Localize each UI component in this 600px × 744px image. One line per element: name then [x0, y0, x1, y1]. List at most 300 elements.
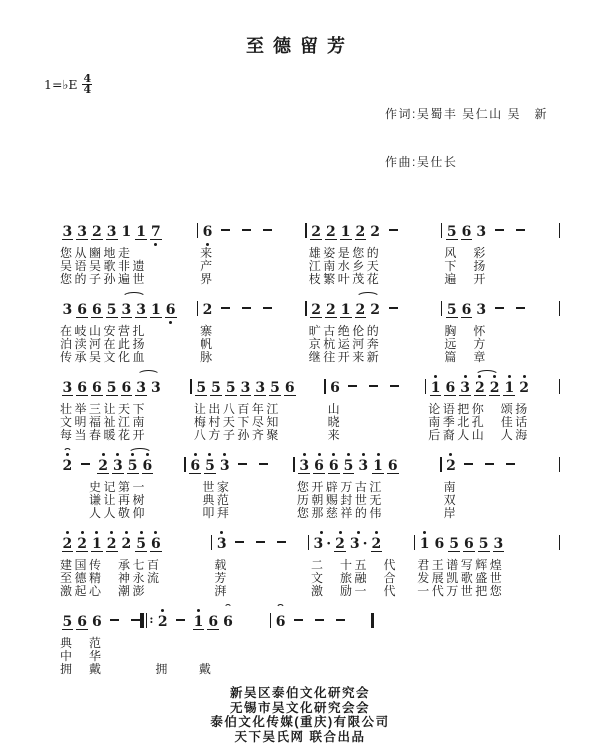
notation-row [297, 450, 438, 481]
lyric-line: 至德精 神永流 [60, 572, 209, 585]
slur-arc [60, 457, 75, 475]
note [219, 458, 231, 474]
note-digit: 6 [91, 381, 103, 396]
note-digit: 7 [150, 225, 162, 240]
lyric-line: 壮举三让天下 [60, 403, 188, 416]
octave-dot-above [66, 453, 69, 456]
measure [417, 528, 556, 598]
note [369, 302, 381, 318]
note [76, 614, 88, 630]
note [475, 302, 487, 318]
lyric-line: 吴语吴歌非遗 [60, 260, 195, 273]
thin-barline [270, 613, 271, 628]
duration-dash [242, 229, 251, 231]
lyric-line: 人人敬仰 [60, 507, 182, 520]
barline [293, 450, 294, 472]
barline [559, 528, 560, 550]
note-digit: 3 [240, 381, 252, 396]
note-digit: 6 [275, 615, 287, 629]
note-digit: 2 [62, 459, 74, 473]
note-digit: 2 [76, 537, 88, 552]
composer-label: 作曲: [385, 155, 417, 169]
note [62, 224, 74, 240]
note-digit: 2 [91, 225, 103, 240]
note [76, 224, 88, 240]
note-digit: 1 [419, 537, 431, 551]
note [419, 536, 431, 552]
note-digit: 2 [202, 303, 214, 317]
note [157, 614, 169, 630]
note [284, 380, 296, 396]
measure [194, 372, 322, 442]
barline [559, 372, 560, 394]
lyric-line: 芳 [214, 572, 305, 585]
lyric-line: 胸 怀 [444, 325, 556, 338]
thin-barline [146, 613, 147, 628]
slur-arc [119, 301, 149, 319]
barline [324, 372, 325, 394]
barline [270, 606, 271, 628]
thin-barline [441, 223, 442, 238]
lyric-line: 拥 戴 [60, 663, 138, 676]
note [150, 536, 162, 552]
measure [188, 450, 292, 520]
thin-barline [440, 457, 441, 472]
octave-dot-above [197, 609, 200, 612]
lyric-line: 雄姿是您的 [309, 247, 439, 260]
note [463, 536, 475, 552]
measure [60, 528, 209, 598]
note [106, 224, 118, 240]
lyric-line: 京杭运河奔 [309, 338, 439, 351]
barline [305, 216, 306, 238]
lyric-line: 君王谱写辉煌 [417, 559, 556, 572]
note-digit: 6 [387, 459, 399, 474]
note [489, 380, 501, 396]
barline [440, 450, 441, 472]
duration-dash [263, 307, 272, 309]
duration-dash [110, 619, 119, 621]
octave-dot-above [102, 453, 105, 456]
note-digit: 5 [135, 537, 147, 552]
note-digit: 1 [91, 537, 103, 552]
note [340, 302, 352, 318]
system-row [60, 216, 562, 286]
note [91, 380, 103, 396]
lyric-line: 传承吴文化血 [60, 351, 195, 364]
duration-dash [495, 229, 504, 231]
note-digit: 5 [343, 459, 355, 474]
slur-arc [134, 379, 164, 397]
lyric-line: 远 方 [444, 338, 556, 351]
note-digit: 5 [225, 381, 237, 396]
note [216, 536, 228, 552]
note-digit: 2 [369, 225, 381, 239]
note [372, 458, 384, 474]
note-digit: 3 [459, 381, 471, 396]
measure [297, 450, 438, 520]
duration-dash [242, 307, 251, 309]
note-digit: 5 [478, 537, 490, 552]
note [76, 380, 88, 396]
note-digit: 6 [207, 615, 219, 630]
note [503, 380, 515, 396]
lyric-line: 江南水乡天 [309, 260, 439, 273]
note [430, 380, 442, 396]
note [62, 536, 74, 552]
score-header [44, 74, 548, 202]
note [461, 224, 473, 240]
lyric-line: 双 [444, 494, 557, 507]
note-digit: 2 [474, 381, 486, 396]
thin-barline [559, 301, 560, 316]
lyric-line: 史记第一 [60, 481, 182, 494]
note-digit: 1 [150, 303, 162, 318]
lyric-line: 旷古绝伦的 [309, 325, 439, 338]
lyric-line: 文 旅融 合 [311, 572, 412, 585]
repeat-dots: : [149, 613, 153, 627]
lyric-line: 建国传 承七百 [60, 559, 209, 572]
measure [214, 528, 305, 598]
lyric-line: 晓 [328, 416, 423, 429]
duration-dash [485, 463, 494, 465]
thin-barline [305, 223, 306, 238]
barline [414, 528, 415, 550]
note-digit: 6 [76, 615, 88, 630]
octave-dot-above [125, 531, 128, 534]
note [207, 614, 219, 630]
note [371, 536, 383, 552]
note-digit: 5 [446, 303, 458, 318]
notation-row [200, 294, 303, 325]
lyric-line: 继往开来新 [309, 351, 439, 364]
duration-dash [516, 307, 525, 309]
note [325, 224, 337, 240]
key-prefix: 1= [44, 77, 62, 92]
duration-dash [348, 385, 357, 387]
lyric-line: 风 彩 [444, 247, 556, 260]
credits [385, 74, 548, 202]
note [202, 302, 214, 318]
lyric-line: 一代万世把您 [417, 585, 556, 598]
measure [309, 216, 439, 286]
key-signature [44, 74, 92, 95]
key-letter: E [68, 77, 77, 92]
octave-dot-above [220, 531, 223, 534]
thin-barline [324, 379, 325, 394]
octave-dot-above [478, 375, 481, 378]
duration-dash [263, 229, 272, 231]
lyricist-names: 吴蜀丰 吴仁山 吴 新 [417, 107, 548, 121]
note-digit: 6 [189, 459, 201, 474]
note-digit: 3 [62, 225, 74, 240]
lyric-line: 遍 开 [444, 273, 556, 286]
note [121, 380, 133, 396]
augmentation-dot: · [326, 536, 331, 552]
note-digit: 6 [434, 537, 446, 551]
note-digit: 3 [349, 537, 361, 551]
lyric-line: 界 [200, 273, 303, 286]
lyric-line: 后裔人山 人海 [428, 429, 556, 442]
octave-dot-below [206, 243, 209, 246]
system-row [60, 450, 562, 520]
note [76, 536, 88, 552]
octave-dot-above [154, 531, 157, 534]
note-digit: 1 [193, 615, 205, 630]
publisher-line: 无锡市吴文化研究会会 [0, 701, 600, 716]
measure [273, 606, 368, 676]
slur-arc [353, 301, 383, 319]
note-digit: 6 [121, 381, 133, 396]
octave-dot-above [223, 453, 226, 456]
note-digit: 2 [325, 225, 337, 240]
lyric-line: 中 华 [60, 650, 138, 663]
note-digit: 3 [106, 225, 118, 240]
duration-dash [238, 463, 247, 465]
repeat-barline [140, 606, 153, 628]
note [189, 458, 201, 474]
note-digit: 2 [355, 225, 367, 240]
note-digit: 1 [135, 225, 147, 240]
note [448, 536, 460, 552]
lyric-line: 南 [444, 481, 557, 494]
measure [309, 294, 439, 364]
lyric-line: 八方子孙齐聚 [194, 429, 322, 442]
measure [328, 372, 423, 442]
note [121, 302, 133, 318]
note-digit: 2 [489, 381, 501, 396]
note [150, 380, 162, 396]
thin-barline [414, 535, 415, 550]
barline [308, 528, 309, 550]
notation-row [200, 216, 303, 247]
publisher-credits [0, 686, 600, 744]
lyric-line: 激起心 潮澎 [60, 585, 209, 598]
octave-dot-above [375, 531, 378, 534]
composer-name: 吴仕长 [417, 155, 458, 169]
meter-numerator: 4 [82, 74, 92, 85]
note-digit: 3 [62, 381, 74, 396]
lyric-line: 您那慈祥的伟 [297, 507, 438, 520]
slur-arc [125, 457, 155, 475]
notation-row [309, 216, 439, 247]
octave-dot-above [464, 375, 467, 378]
octave-dot-above [318, 453, 321, 456]
system-row [60, 528, 562, 598]
barline [305, 294, 306, 316]
note [275, 614, 287, 630]
sheet-music-page [0, 32, 600, 632]
note-digit: 6 [461, 303, 473, 318]
note [355, 224, 367, 240]
note-digit: 2 [157, 615, 169, 629]
lyric-line [273, 637, 368, 650]
note [165, 302, 177, 318]
note-digit: 3 [135, 303, 147, 318]
octave-dot-above [140, 531, 143, 534]
duration-dash [369, 385, 378, 387]
octave-dot-above [449, 453, 452, 456]
note-digit: 5 [204, 459, 216, 474]
lyric-line: 世家 [188, 481, 292, 494]
notation-row [155, 606, 268, 637]
duration-dash [506, 463, 515, 465]
thick-barline [140, 613, 144, 628]
note [446, 224, 458, 240]
measure [60, 606, 138, 676]
note [135, 224, 147, 240]
note-digit: 3 [493, 537, 505, 552]
note [91, 224, 103, 240]
note-digit: 6 [202, 225, 214, 239]
note [112, 458, 124, 474]
thin-barline [197, 301, 198, 316]
note-digit: 5 [269, 381, 281, 396]
octave-dot-above [194, 453, 197, 456]
octave-dot-above [357, 531, 360, 534]
note [195, 380, 207, 396]
note-digit: 6 [329, 381, 341, 395]
slur-arc [472, 379, 502, 397]
time-signature [82, 74, 92, 95]
measure [200, 294, 303, 364]
note-digit: 2 [121, 537, 133, 551]
duration-dash [315, 619, 324, 621]
lyric-line: 下 扬 [444, 260, 556, 273]
note [97, 458, 109, 474]
lyric-line: 帆 [200, 338, 303, 351]
note [150, 224, 162, 240]
note [329, 380, 341, 396]
notation-row [60, 216, 195, 247]
lyricist-label: 作词: [385, 107, 417, 121]
barline [197, 216, 198, 238]
note [121, 224, 133, 240]
lyric-line: 载 [214, 559, 305, 572]
octave-dot-below [169, 321, 172, 324]
note-digit: 2 [355, 303, 367, 318]
barline [559, 294, 560, 316]
note [106, 380, 118, 396]
note [142, 458, 154, 474]
lyric-line: 脉 [200, 351, 303, 364]
notation-row [273, 606, 368, 637]
note [62, 458, 74, 474]
measure [311, 528, 412, 598]
note [369, 224, 381, 240]
duration-dash [277, 541, 286, 543]
lyric-line [273, 663, 368, 676]
thin-barline [184, 457, 185, 472]
note-digit: 3 [254, 381, 266, 396]
note [445, 458, 457, 474]
note-digit: 5 [448, 537, 460, 552]
lyric-line: 叩拜 [188, 507, 292, 520]
system-row [60, 372, 562, 442]
duration-dash [495, 307, 504, 309]
final-barline [371, 606, 375, 628]
note [106, 302, 118, 318]
note-digit: 6 [150, 537, 162, 552]
note [269, 380, 281, 396]
note [310, 302, 322, 318]
duration-dash [131, 619, 140, 621]
note [62, 302, 74, 318]
note [91, 302, 103, 318]
octave-dot-above [161, 609, 164, 612]
note [493, 536, 505, 552]
note-digit: 1 [340, 303, 352, 318]
note-digit: 1 [430, 381, 442, 396]
lyric-line: 激 励一 代 [311, 585, 412, 598]
lyric-line: 谦让再树 [60, 494, 182, 507]
note-digit: 6 [91, 615, 103, 629]
measure [60, 372, 188, 442]
note-digit: 2 [106, 537, 118, 552]
measure [155, 606, 268, 676]
thin-barline [293, 457, 294, 472]
octave-dot-above [146, 453, 149, 456]
duration-dash [176, 619, 185, 621]
note [76, 302, 88, 318]
note-digit: 5 [127, 459, 139, 474]
note [478, 536, 490, 552]
note-digit: 6 [313, 459, 325, 474]
note [240, 380, 252, 396]
note [91, 614, 103, 630]
duration-dash [235, 541, 244, 543]
note [193, 614, 205, 630]
thin-barline [559, 457, 560, 472]
notation-row [60, 528, 209, 559]
note-digit: 1 [372, 459, 384, 474]
notation-row [60, 372, 188, 403]
note-digit: 6 [461, 225, 473, 240]
notation-row [214, 528, 305, 559]
barline [197, 294, 198, 316]
note-digit: 3 [76, 225, 88, 240]
barline [425, 372, 426, 394]
thick-barline [371, 613, 375, 628]
note [298, 458, 310, 474]
measure [444, 294, 556, 364]
lyric-line: 让出八百年江 [194, 403, 322, 416]
note-digit: 2 [445, 459, 457, 473]
note-digit: 2 [62, 537, 74, 552]
song-title: 至德留芳 [0, 32, 600, 58]
barline [441, 216, 442, 238]
note [62, 380, 74, 396]
thin-barline [197, 223, 198, 238]
lyric-line: 南季北孔 佳话 [428, 416, 556, 429]
note-digit: 6 [284, 381, 296, 396]
note-digit: 1 [121, 225, 133, 239]
note [127, 458, 139, 474]
note-digit: 6 [76, 303, 88, 318]
note [225, 380, 237, 396]
note-digit: 3 [357, 459, 369, 473]
notation-area [60, 216, 562, 676]
octave-dot-above [303, 453, 306, 456]
note [222, 614, 234, 630]
note-digit: 3 [475, 225, 487, 239]
duration-dash [294, 619, 303, 621]
measure [60, 294, 195, 364]
octave-dot-above [131, 453, 134, 456]
lyric-line: 您从豳地走 [60, 247, 195, 260]
note-digit: 5 [62, 615, 74, 630]
thin-barline [425, 379, 426, 394]
